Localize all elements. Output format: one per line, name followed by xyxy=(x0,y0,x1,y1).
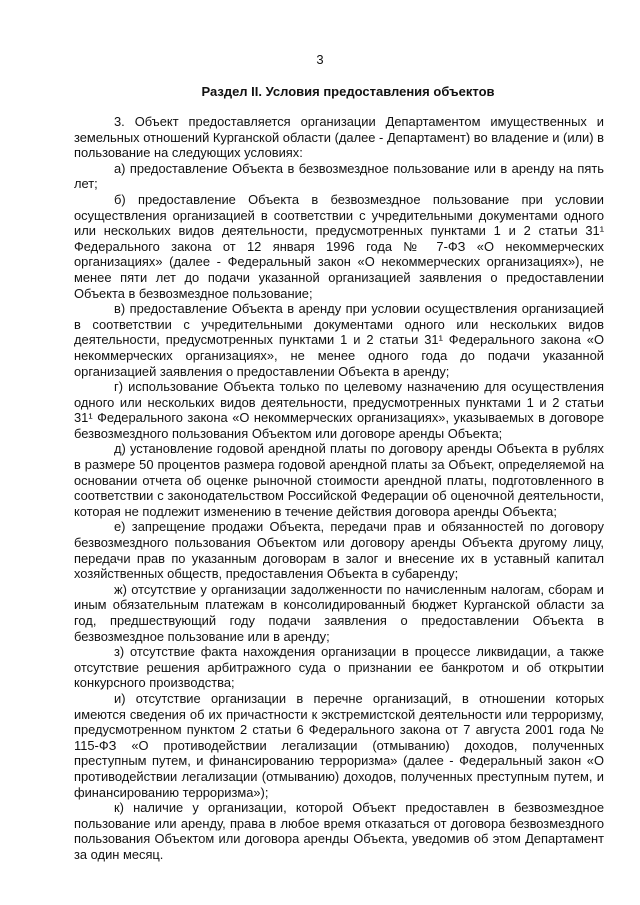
paragraph-i: и) отсутствие организации в перечне организаций, в отношении которых имеются сведения об их причастности к экстремистской деятельности или терроризму, предусмотренном пунктом 2 статьи 6 Федерального закона от 7 августа 2001 года № 115-ФЗ «О противодействии легализации (отмыванию) доходов, полученных преступным путем, и финансированию терроризма» (далее - Федеральный закон «О противодействии легализации (отмыванию) доходов, полученных преступным путем, и финансированию терроризма»); xyxy=(74,690,604,800)
paragraph-a: а) предоставление Объекта в безвозмездное пользование или в аренду на пять лет; xyxy=(74,160,604,192)
paragraph-b: б) предоставление Объекта в безвозмездное пользование при условии осуществления организацией в соответствии с учредительными документами одного или нескольких видов деятельности, предусмотренных пунктами 1 и 2 статьи 31¹ Федерального закона от 12 января 1996 года № 7-ФЗ «О некоммерческих организациях» (далее - Федеральный закон «О некоммерческих организациях»), не менее пяти лет до подачи указанной организацией заявления о предоставлении Объекта в безвозмездное пользование; xyxy=(74,191,604,301)
paragraph-3: 3. Объект предоставляется организации Департаментом имущественных и земельных отношений Курганской области (далее - Департамент) во владение и (или) в пользование на следующих условиях: xyxy=(74,114,604,161)
section-title: Раздел II. Условия предоставления объектов xyxy=(201,84,495,99)
paragraph-e: е) запрещение продажи Объекта, передачи прав и обязанностей по договору безвозмездного пользования Объектом или договору аренды Объекта другому лицу, передачи прав по указанным договорам в залог и внесение их в уставный капитал хозяйственных обществ, предоставления Объекта в субаренду; xyxy=(74,519,604,582)
body-text xyxy=(74,114,604,863)
paragraph-k: к) наличие у организации, которой Объект предоставлен в безвозмездное пользование или аренду, права в любое время отказаться от договора безвозмездного пользования Объектом или договора аренды Объекта, уведомив об этом Департамент за один месяц. xyxy=(74,800,604,862)
page-number: 3 xyxy=(316,52,324,67)
paragraph-zh: ж) отсутствие у организации задолженности по начисленным налогам, сборам и иным обязательным платежам в консолидированный бюджет Курганской области за год, предшествующий году подачи заявления о предоставлении Объекта в безвозмездное пользование или в аренду; xyxy=(74,581,604,644)
paragraph-v: в) предоставление Объекта в аренду при условии осуществления организацией в соответствии с учредительными документами одного или нескольких видов деятельности, предусмотренных пунктами 1 и 2 статьи 31¹ Федерального закона «О некоммерческих организациях», не менее одного года до подачи указанной организацией заявления о предоставлении Объекта в аренду; xyxy=(74,301,604,379)
paragraph-g: г) использование Объекта только по целевому назначению для осуществления одного или нескольких видов деятельности, предусмотренных пунктами 1 и 2 статьи 31¹ Федерального закона «О некоммерческих организациях», указываемых в договоре безвозмездного пользования Объектом или договоре аренды Объекта; xyxy=(74,379,604,441)
paragraph-d: д) установление годовой арендной платы по договору аренды Объекта в рублях в размере 50 процентов размера годовой арендной платы за Объект, определяемой на основании отчета об оценке рыночной стоимости арендной платы, подготовленного в соответствии с законодательством Российской Федерации об оценочной деятельности, которая не подлежит изменению в течение действия договора аренды Объекта; xyxy=(74,441,604,519)
paragraph-z: з) отсутствие факта нахождения организации в процессе ликвидации, а также отсутствие решения арбитражного суда о признании ее банкротом и об открытии конкурсного производства; xyxy=(74,644,604,691)
